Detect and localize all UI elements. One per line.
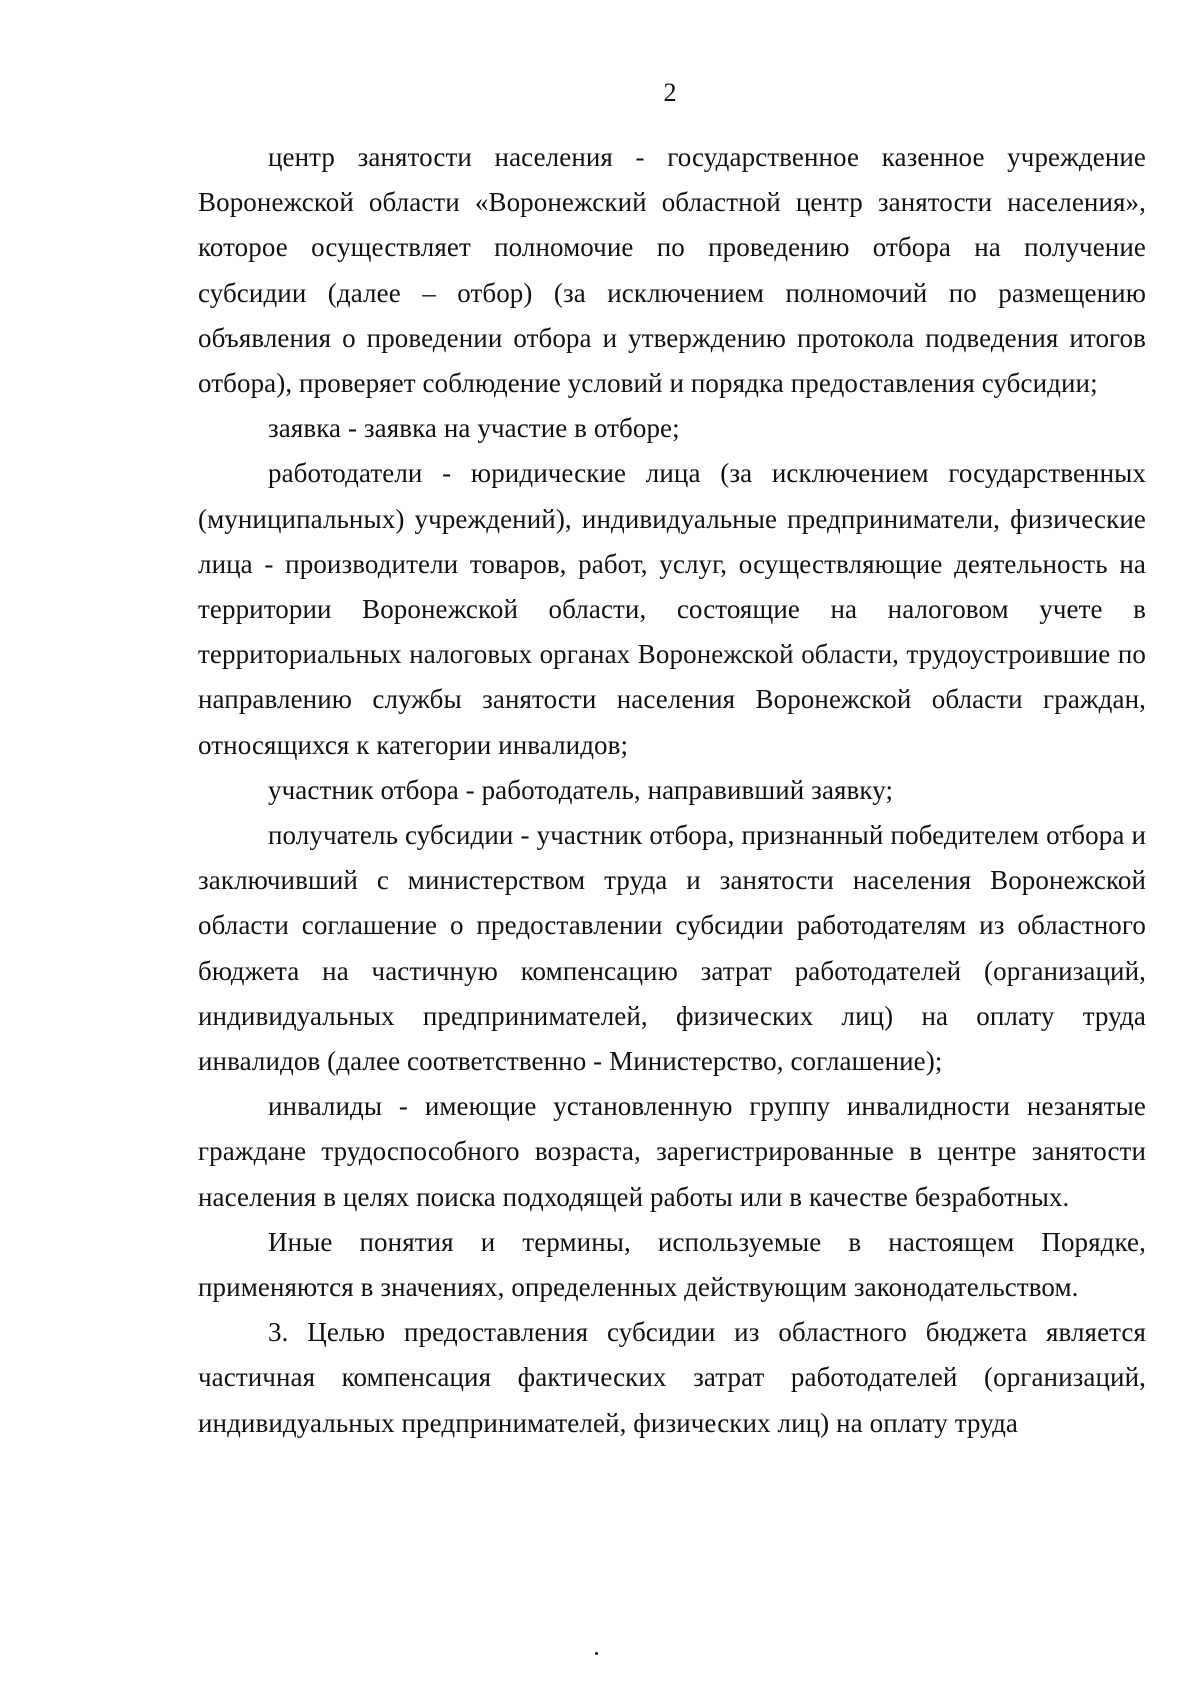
paragraph-selection-participant: участник отбора - работодатель, направивший заявку; <box>268 774 894 805</box>
paragraph-other-terms: Иные понятия и термины, используемые в настоящем Порядке, применяются в значениях, определенных действующим законодательством. <box>198 1226 1146 1303</box>
paragraph-application: заявка - заявка на участие в отборе; <box>268 413 680 444</box>
paragraph-subsidy-recipient: получатель субсидии - участник отбора, признанный победителем отбора и заключивший с министерством труда и занятости населения Воронежской области соглашение о предоставлении субсидии работодателям из областного бюджета на частичную компенсацию затрат работодателей (организаций, индивидуальных предпринимателей, физических лиц) на оплату труда инвалидов (далее соответственно - Министерство, соглашение); <box>198 820 1146 1077</box>
paragraph-disabled-persons: инвалиды - имеющие установленную группу инвалидности незанятые граждане трудоспособного возраста, зарегистрированные в центре занятости населения в целях поиска подходящей работы или в качестве безработных. <box>198 1091 1146 1212</box>
page-number: 2 <box>663 78 677 107</box>
scan-speck <box>595 1652 598 1655</box>
paragraph-employment-center: центр занятости населения - государственное казенное учреждение Воронежской области «Воронежский областной центр занятости населения», которое осуществляет полномочие по проведению отбора на получение субсидии (далее – отбор) (за исключением полномочий по размещению объявления о проведении отбора и утверждению протокола подведения итогов отбора), проверяет соблюдение условий и порядка предоставления субсидии; <box>198 142 1146 399</box>
document-body <box>198 135 1146 1446</box>
paragraph-employers: работодатели - юридические лица (за исключением государственных (муниципальных) учреждений), индивидуальные предприниматели, физические лица - производители товаров, работ, услуг, осуществляющие деятельность на территории Воронежской области, состоящие на налоговом учете в территориальных налоговых органах Воронежской области, трудоустроившие по направлению службы занятости населения Воронежской области граждан, относящихся к категории инвалидов; <box>198 458 1146 760</box>
paragraph-section-3: 3. Целью предоставления субсидии из областного бюджета является частичная компенсация фактических затрат работодателей (организаций, индивидуальных предпринимателей, физических лиц) на оплату труда <box>198 1317 1146 1438</box>
